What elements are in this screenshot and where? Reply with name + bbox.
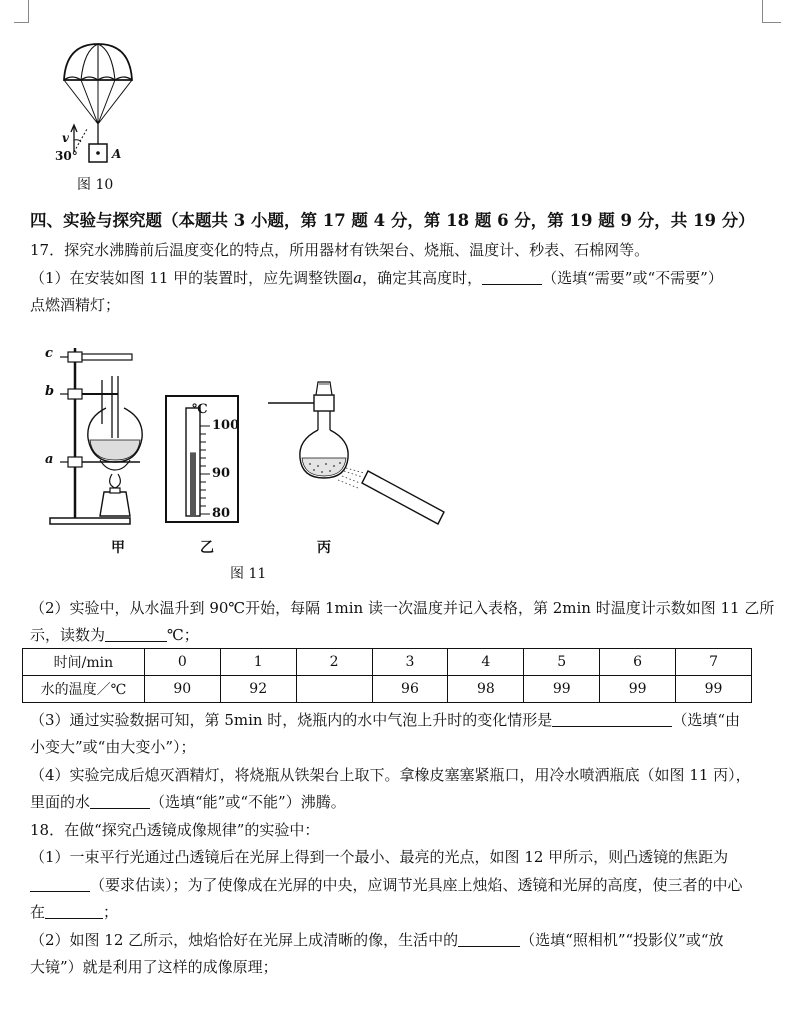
- q17-stem: 17．探究水沸腾前后温度变化的特点，所用器材有铁架台、烧瓶、温度计、秒表、石棉网等。: [30, 241, 650, 259]
- table-cell-time: 3: [372, 649, 448, 676]
- q17-part1-var: a: [353, 269, 363, 287]
- q17-part2-text-b: 示，读数为: [30, 626, 106, 644]
- q17-part1: [30, 268, 770, 288]
- table-cell-temp: 99: [676, 676, 752, 703]
- temperature-table: [22, 648, 752, 703]
- q18-part1-text-d: ；: [103, 903, 119, 921]
- fig11-label-a: a: [45, 452, 54, 467]
- table-cell-time: 7: [676, 649, 752, 676]
- table-cell-temp: 92: [220, 676, 296, 703]
- q18-part1-text-b: （要求估读）；为了使像成在光屏的中央，应调节光具座上烛焰、透镜和光屏的高度，使三者的中心: [90, 876, 743, 894]
- table-cell-temp: 99: [524, 676, 600, 703]
- table-cell-time: 2: [296, 649, 372, 676]
- corner-mark-left: [14, 0, 29, 23]
- q17-part4-cont: [30, 792, 770, 812]
- table-cell-time: 4: [448, 649, 524, 676]
- q17-part3-text-a: （3）通过实验数据可知，第 5min 时，烧瓶内的水中气泡上升时的变化情形是: [30, 711, 553, 729]
- fig11-tick-90: 90: [212, 466, 231, 481]
- figure-11: [40, 338, 460, 533]
- table-cell-time: 5: [524, 649, 600, 676]
- fig11-label-b: b: [45, 384, 55, 399]
- section-title: 四、实验与探究题（本题共 3 小题，第 17 题 4 分，第 18 题 6 分，第 19 题 9 分，共 19 分）: [30, 211, 755, 230]
- q18-part2-text-a: （2）如图 12 乙所示，烛焰恰好在光屏上成清晰的像，生活中的: [30, 931, 459, 949]
- q17-part3-text-b: （选填“由: [672, 711, 740, 729]
- q17-part1-cont: 点燃酒精灯；: [30, 296, 121, 314]
- table-cell-temp: 96: [372, 676, 448, 703]
- q18-part2-text-b: （选填“照相机”“投影仪”或“放: [520, 931, 724, 949]
- q18-stem: 18．在做“探究凸透镜成像规律”的实验中：: [30, 821, 320, 839]
- q18-part1-blank-1[interactable]: [30, 877, 90, 892]
- table-header-row: [23, 649, 752, 676]
- q17-part1-text-a: （1）在安装如图 11 甲的装置时，应先调整铁圈: [30, 269, 354, 287]
- q17-part3-blank[interactable]: [552, 712, 672, 727]
- table-cell-time: 6: [600, 649, 676, 676]
- figure-10-caption: 图 10: [77, 177, 114, 193]
- corner-mark-right: [762, 0, 781, 23]
- table-cell-time: 0: [144, 649, 220, 676]
- table-cell-temp: 99: [600, 676, 676, 703]
- fig10-angle-label: 30°: [55, 149, 78, 163]
- q17-part3: [30, 710, 770, 730]
- q18-part1-text-c: 在: [30, 903, 46, 921]
- table-row-label: 水的温度／℃: [23, 676, 145, 703]
- table-cell-temp-blank[interactable]: [296, 676, 372, 703]
- q18-part1-cont: [30, 875, 770, 895]
- fig11-thermo-unit: ℃: [192, 402, 208, 417]
- q17-part1-blank[interactable]: [482, 270, 542, 285]
- q18-part2-blank[interactable]: [458, 932, 520, 947]
- figure-11-caption: 图 11: [230, 566, 267, 582]
- q17-part2-blank[interactable]: [105, 627, 167, 642]
- table-header-label: 时间/min: [23, 649, 145, 676]
- fig11-label-c: c: [45, 346, 53, 361]
- fig11-label-yi: 乙: [200, 540, 214, 556]
- q17-part2: （2）实验中，从水温升到 90℃开始，每隔 1min 读一次温度并记入表格，第 2min 时温度计示数如图 11 乙所: [30, 599, 775, 617]
- fig10-box-label: A: [112, 147, 122, 161]
- q18-part2-cont: 大镜”）就是利用了这样的成像原理；: [30, 958, 278, 976]
- q17-part1-text-b: ，确定其高度时，: [362, 269, 483, 287]
- table-cell-temp: 98: [448, 676, 524, 703]
- q18-part1: （1）一束平行光通过凸透镜后在光屏上得到一个最小、最亮的光点，如图 12 甲所示，则凸透镜的焦距为: [30, 848, 729, 866]
- table-cell-time: 1: [220, 649, 296, 676]
- q17-part1-text-c: （选填“需要”或“不需要”）: [542, 269, 723, 287]
- table-cell-temp: 90: [144, 676, 220, 703]
- fig11-label-bing: 丙: [317, 540, 331, 556]
- fig10-velocity-label: v: [62, 131, 69, 145]
- q18-part2: [30, 930, 770, 950]
- q17-part4-text-c: （选填“能”或“不能”）沸腾。: [150, 793, 346, 811]
- fig11-label-jia: 甲: [111, 540, 125, 556]
- q17-part3-cont: 小变大”或“由大变小”）；: [30, 738, 196, 756]
- q18-part1-blank-2[interactable]: [45, 904, 103, 919]
- q17-part2-text-c: ℃；: [167, 626, 199, 644]
- fig11-bing-flask: [268, 382, 444, 524]
- table-row: [23, 676, 752, 703]
- fig11-jia-apparatus: [50, 348, 142, 524]
- q18-part1-cont2: [30, 902, 770, 922]
- q17-part4-blank[interactable]: [90, 794, 150, 809]
- fig11-tick-80: 80: [212, 506, 231, 521]
- fig11-tick-100: 100: [212, 418, 240, 433]
- q17-part2-cont: [30, 625, 770, 645]
- q17-part4: （4）实验完成后熄灭酒精灯，将烧瓶从铁架台上取下。拿橡皮塞塞紧瓶口，用冷水喷洒瓶底（如图 11 丙），: [30, 766, 751, 784]
- q17-part4-text-b: 里面的水: [30, 793, 91, 811]
